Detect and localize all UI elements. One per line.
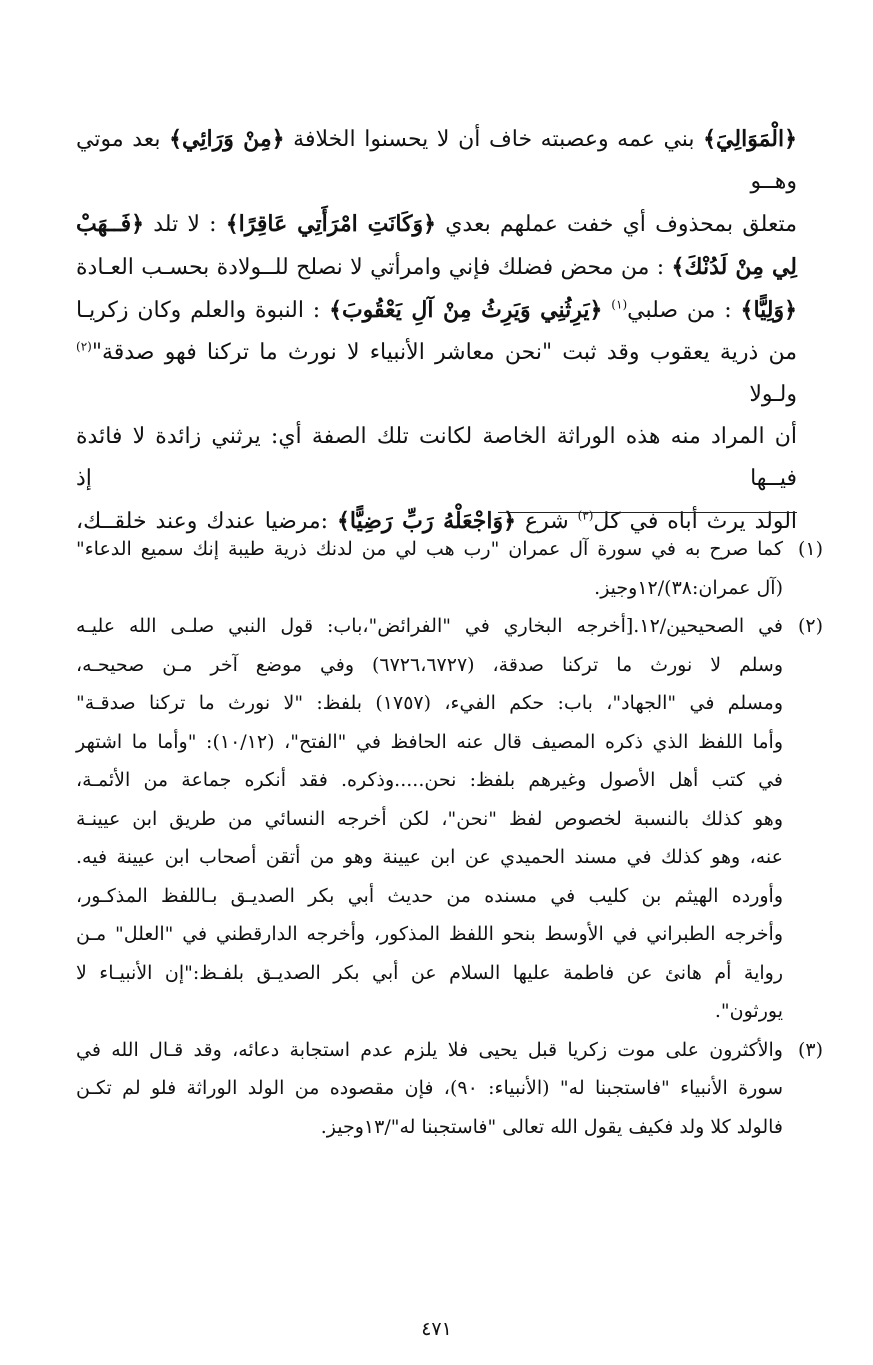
- text-segment: [602, 298, 611, 323]
- footnote-body: [76, 530, 783, 607]
- text-segment: متعلق بمحذوف أي خفت عملهم بعدي: [436, 212, 797, 237]
- text-segment: بني عمه وعصبته خاف أن لا يحسنوا الخلافة: [284, 127, 704, 152]
- footnote-reference: (٣): [577, 508, 594, 523]
- footnotes-section: [76, 530, 823, 1146]
- footnote-line: فالولد كلا ولد فكيف يقول الله تعالى "فاستجبنا له"/١٣وجيز.: [320, 1115, 783, 1138]
- main-text-block: [76, 118, 797, 543]
- quran-verse: ﴿وَكَانَتِ امْرَأَتِي عَاقِرًا﴾: [225, 211, 437, 237]
- footnote-line: كما صرح به في سورة آل عمران "رب هب لي من لدنك ذرية طيبة إنك سميع الدعاء": [76, 538, 783, 560]
- page-number: ٤٧١: [421, 1318, 452, 1340]
- text-segment: شرع: [516, 509, 578, 534]
- footnote-line: في الصحيحين/١٢.[أخرجه البخاري في "الفرائض"،باب: قول النبي صلـى الله عليـه: [76, 615, 783, 637]
- text-segment: : من محض فضلك فإني وامرأتي لا نصلح للــولادة بحسـب العـادة: [76, 255, 672, 280]
- quran-verse: ﴿الْمَوَالِيَ﴾: [703, 126, 797, 152]
- quran-verse: ﴿وَلِيًّا﴾: [740, 297, 797, 323]
- footnote-number: (٢): [797, 615, 823, 637]
- footnote-line: وأما اللفظ الذي ذكره المصيف قال عنه الحافظ في "الفتح"، (١٠/١٢): "وأما ما اشتهر: [76, 730, 784, 753]
- footnote-line: والأكثرون على موت زكريا قبل يحيى فلا يلزم عدم استجابة دعائه، وقد قـال الله في: [76, 1038, 783, 1061]
- footnote-reference: (٢): [76, 339, 92, 354]
- footnote-body: [76, 607, 783, 1031]
- quran-verse: ﴿مِنْ وَرَائِي﴾: [169, 126, 285, 152]
- footnote-number: (١): [797, 538, 823, 560]
- quran-verse: لِي مِنْ لَدُنْكَ﴾: [671, 254, 797, 280]
- main-text-line: [76, 289, 797, 332]
- footnote: [76, 607, 823, 1031]
- quran-verse: ﴿وَاجْعَلْهُ رَبِّ رَضِيًّا﴾: [337, 508, 517, 534]
- main-text-line: [76, 246, 797, 289]
- main-text-line: [76, 332, 797, 416]
- footnote-line: وأخرجه الطبراني في الأوسط بنحو اللفظ المذكور، وأخرجه الدارقطني في "العلل" مـن: [76, 923, 783, 945]
- footnote-line: وسلم لا نورث ما تركنا صدقة، (٦٧٢٦،٦٧٢٧) وفي موضع آخر مـن صحيحـه،: [76, 653, 783, 676]
- footnote: [76, 530, 823, 607]
- quran-verse: ﴿فَــهَبْ: [76, 211, 145, 237]
- main-text-line: [76, 416, 797, 500]
- footnote-divider: [498, 512, 797, 513]
- main-text-line: [76, 203, 797, 246]
- footnote-line: ومسلم في "الجهاد"، باب: حكم الفيء، (١٧٥٧) بلفظ: "لا نورث ما تركنا صدقـة": [76, 692, 783, 714]
- footnote-line: وأورده الهيثم بن كليب في مسنده من حديث أبي بكر الصديـق بـاللفظ المذكـور،: [76, 884, 783, 907]
- footnote-line: سورة الأنبياء "فاستجبنا له" (الأنبياء: ٩٠)، فإن مقصوده من الولد الوراثة فلو لم تكـن: [76, 1077, 783, 1099]
- text-segment: بعد موتي وهــو: [76, 127, 797, 194]
- text-segment: :مرضيا عندك وعند خلقــك،: [76, 509, 338, 534]
- main-text-line: [76, 118, 797, 203]
- footnote-line: في كتب أهل الأصول وغيرهم بلفظ: نحن.....وذكره. فقد أنكره جماعة من الأئمـة،: [76, 769, 783, 791]
- footnote-line: عنه، وهو كذلك في مسند الحميدي عن ابن عيينة وهو من أتقن أصحاب ابن عيينة فيه.: [76, 846, 783, 868]
- text-segment: الولد يرث أباه في كل: [593, 509, 798, 534]
- text-segment: : لا تلد: [144, 212, 226, 237]
- footnote-line: رواية أم هانئ عن فاطمة عليها السلام عن أبي بكر الصديـق بلفـظ:"إن الأنبيـاء لا: [76, 961, 783, 984]
- text-segment: ولـولا: [749, 382, 797, 407]
- footnote-line: وهو كذلك بالنسبة لخصوص لفظ "نحن"، لكن أخرجه النسائي من طريق ابن عيينـة: [76, 807, 783, 830]
- text-segment: أن المراد منه هذه الوراثة الخاصة لكانت تلك الصفة أي: يرثني زائدة لا فائدة فيــها إذ: [76, 424, 797, 491]
- quran-verse: ﴿يَرِثُنِي وَيَرِثُ مِنْ آلِ يَعْقُوبَ﴾: [329, 297, 603, 323]
- footnote-reference: (١): [611, 297, 628, 312]
- footnote-line: يورثون".: [714, 1000, 783, 1022]
- text-segment: : النبوة والعلم وكان زكريـا: [76, 298, 330, 323]
- footnote-body: [76, 1031, 783, 1147]
- text-segment: من ذرية يعقوب وقد ثبت "نحن معاشر الأنبياء لا نورث ما تركنا فهو صدقة": [91, 340, 797, 365]
- footnote: [76, 1031, 823, 1147]
- footnote-line: (آل عمران:٣٨)/١٢وجيز.: [594, 576, 783, 599]
- text-segment: : من صلبي: [627, 298, 741, 323]
- footnote-number: (٣): [797, 1038, 823, 1061]
